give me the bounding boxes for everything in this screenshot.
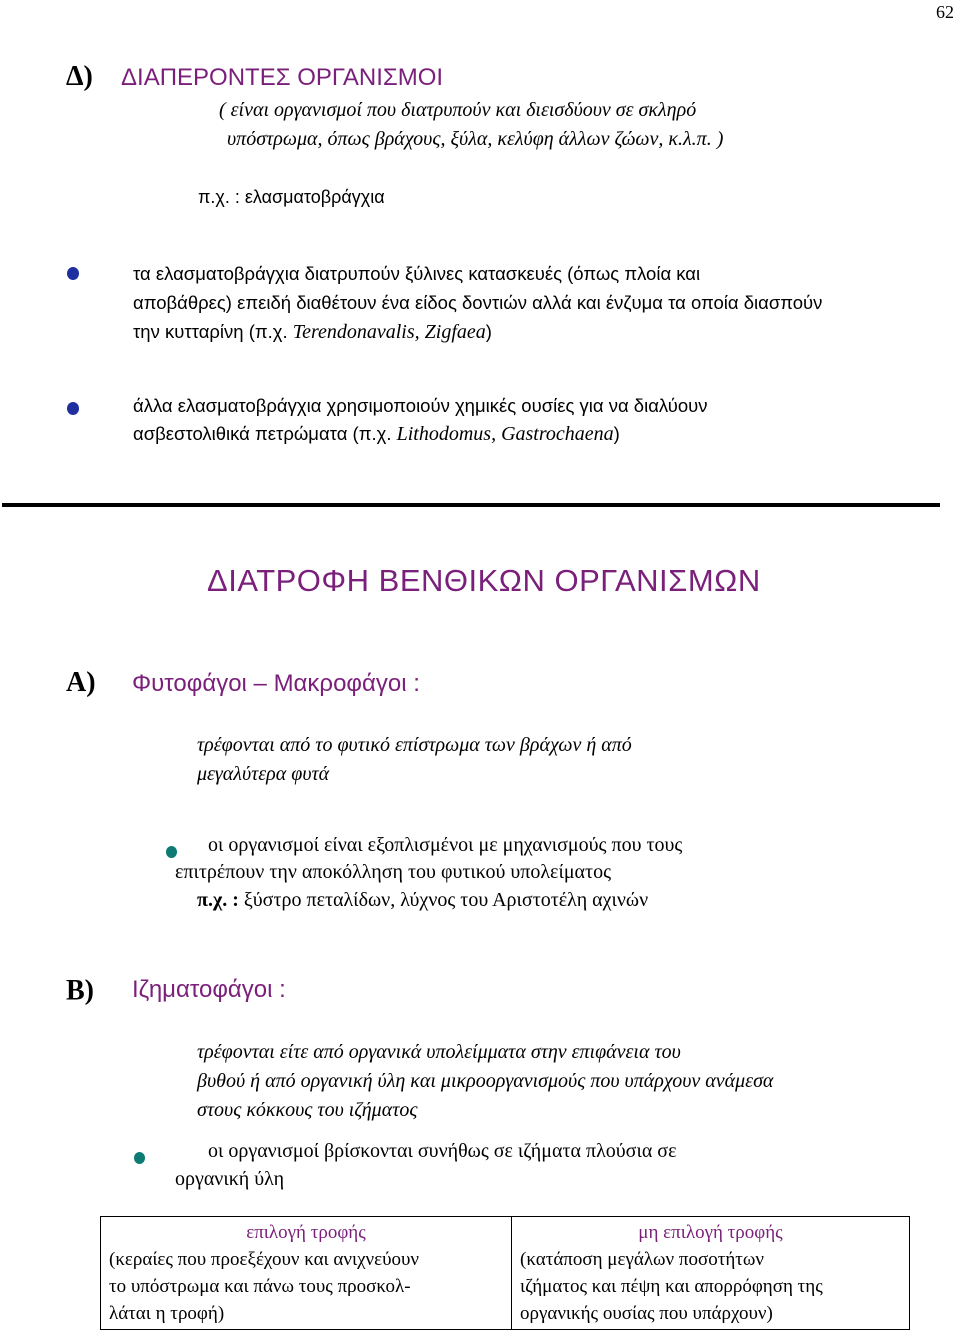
section-d-example: π.χ. : ελασματοβράγχια (198, 187, 385, 207)
bullet-1-line-3 (133, 317, 822, 347)
horizontal-divider (2, 503, 940, 507)
section-b-letter: Β) (66, 975, 94, 1006)
bullet-icon (134, 1152, 145, 1164)
section-a-example-prefix: π.χ. : (197, 889, 239, 911)
feeding-table (100, 1216, 910, 1330)
section-b-desc-3: στους κόκκους του ιζήματος (197, 1099, 418, 1121)
bullet-2-line-2-suffix: ) (613, 423, 620, 444)
table-header-selective: επιλογή τροφής (246, 1222, 366, 1243)
table-cell-line: το υπόστρωμα και πάνω τους προσκολ- (109, 1276, 411, 1297)
table-row (101, 1217, 910, 1330)
table-cell-selective (101, 1217, 512, 1330)
table-cell-line: ιζήματος και πέψη και απορρόφηση της (520, 1276, 823, 1297)
bullet-icon (67, 402, 79, 415)
table-cell-nonselective (512, 1217, 910, 1330)
section-d-desc-2: υπόστρωμα, όπως βράχους, ξύλα, κελύφη άλλων ζώων, κ.λ.π. ) (227, 128, 724, 150)
table-cell-line: (κατάποση μεγάλων ποσοτήτων (520, 1249, 765, 1270)
bullet-2-line-2 (133, 420, 708, 448)
bullet-1-line-3-prefix: την κυτταρίνη (π.χ. (133, 321, 293, 342)
section-d-letter: Δ) (66, 61, 93, 92)
bullet-2-text (133, 392, 708, 448)
bullet-1-line-1: τα ελασματοβράγχια διατρυπούν ξύλινες κατασκευές (όπως πλοία και (133, 263, 701, 284)
bullet-1-line-3-suffix: ) (485, 321, 492, 342)
section-b-title: Ιζηματοφάγοι : (132, 976, 286, 1003)
section-a-title: Φυτοφάγοι – Μακροφάγοι : (132, 670, 420, 697)
bullet-2-species: Lithodomus, Gastrochaena (396, 423, 614, 445)
table-cell-line: οργανικής ουσίας που υπάρχουν) (520, 1303, 773, 1324)
main-heading: ΔΙΑΤΡΟΦΗ ΒΕΝΘΙΚΩΝ ΟΡΓΑΝΙΣΜΩΝ (207, 563, 761, 598)
section-a-letter: Α) (66, 667, 96, 698)
section-d-desc-1: ( είναι οργανισμοί που διατρυπούν και διεισδύουν σε σκληρό (219, 99, 697, 121)
bullet-icon (166, 846, 177, 858)
section-b-desc-2: βυθού ή από οργανική ύλη και μικροοργανισμούς που υπάρχουν ανάμεσα (197, 1070, 774, 1092)
section-a-desc-1: τρέφονται από το φυτικό επίστρωμα των βράχων ή από (197, 734, 632, 756)
table-header-nonselective: μη επιλογή τροφής (638, 1222, 783, 1243)
section-a-bullet-line-2: επιτρέπουν την αποκόλληση του φυτικού υπολείματος (175, 861, 611, 883)
bullet-1-text (133, 259, 822, 347)
table-cell-line: λάται η τροφή) (109, 1303, 225, 1324)
section-b-bullet-line-1: οι οργανισμοί βρίσκονται συνήθως σε ιζήματα πλούσια σε (208, 1140, 677, 1162)
bullet-icon (67, 267, 79, 280)
section-a-example (197, 886, 648, 914)
table-cell-line: (κεραίες που προεξέχουν και ανιχνεύουν (109, 1249, 419, 1270)
bullet-2-line-2-prefix: ασβεστολιθικά πετρώματα (π.χ. (133, 423, 397, 444)
bullet-1-line-2: αποβάθρες) επειδή διαθέτουν ένα είδος δοντιών αλλά και ένζυμα τα οποία διασπούν (133, 292, 823, 313)
section-b-bullet-line-2: οργανική ύλη (175, 1168, 285, 1190)
bullet-1-species: Terendonavalis, Zigfaea (292, 321, 486, 343)
section-d-title: ΔΙΑΠΕΡΟΝΤΕΣ ΟΡΓΑΝΙΣΜΟΙ (121, 64, 444, 91)
section-a-bullet-line-1: οι οργανισμοί είναι εξοπλισμένοι με μηχανισμούς που τους (208, 834, 683, 856)
bullet-2-line-1: άλλα ελασματοβράγχια χρησιμοποιούν χημικές ουσίες για να διαλύουν (133, 395, 708, 416)
page-number: 62 (936, 2, 954, 22)
section-a-desc-2: μεγαλύτερα φυτά (197, 763, 330, 785)
section-a-example-text: ξύστρο πεταλίδων, λύχνος του Αριστοτέλη αχινών (238, 889, 649, 911)
section-b-desc-1: τρέφονται είτε από οργανικά υπολείμματα στην επιφάνεια του (197, 1041, 681, 1063)
